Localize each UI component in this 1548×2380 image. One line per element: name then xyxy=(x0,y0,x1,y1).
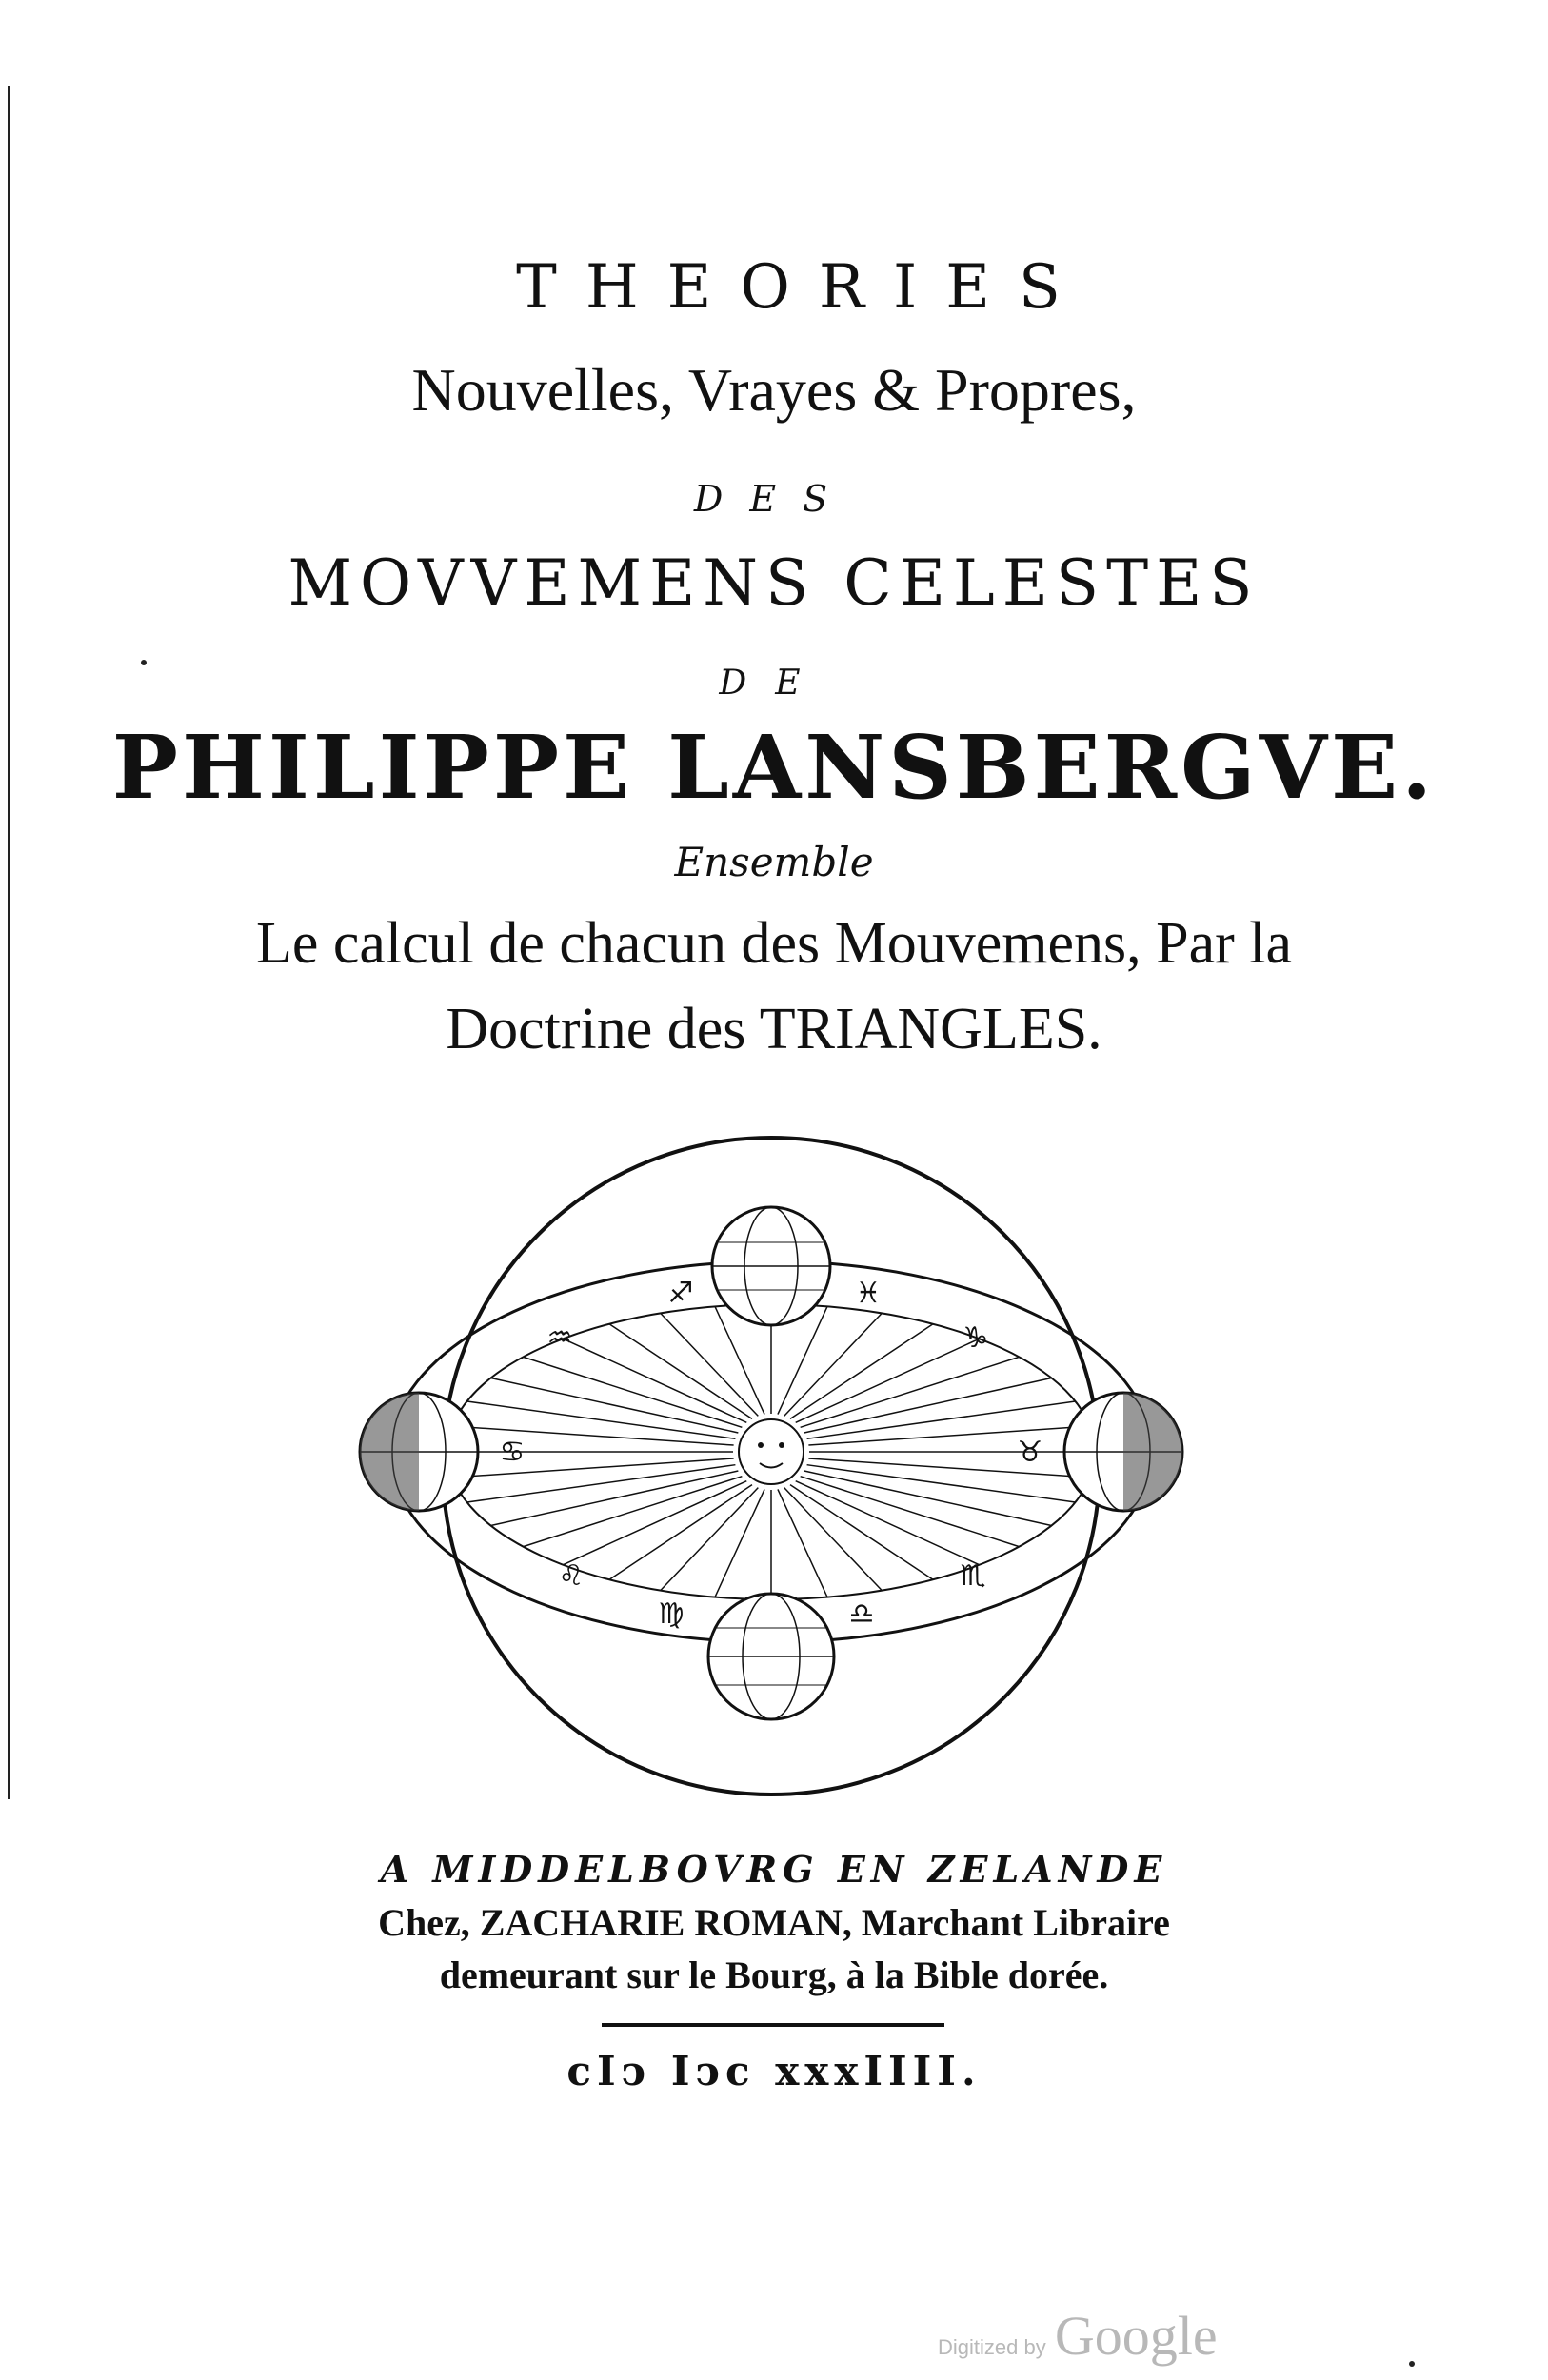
sun-ray-line xyxy=(609,1324,752,1419)
imprint-place: A MIDDELBOVRG EN ZELANDE xyxy=(380,1848,1168,1891)
sun-ray-line xyxy=(452,1458,733,1478)
sun-ray-line xyxy=(784,1488,883,1591)
title-line-theories: THEORIES xyxy=(516,252,1089,323)
sun-ray-line xyxy=(452,1426,733,1445)
sun-ray-line xyxy=(796,1481,980,1565)
sun-eye-left xyxy=(758,1442,764,1448)
ink-speck xyxy=(141,660,147,665)
title-line-mouvemens: MOVVEMENS CELESTES xyxy=(288,546,1260,620)
digitized-watermark xyxy=(938,2304,1218,2368)
sun-icon xyxy=(739,1419,804,1484)
globe-icon-right xyxy=(1064,1393,1182,1511)
sun-ray-line xyxy=(807,1401,1076,1438)
sun-ray-line xyxy=(563,1339,746,1422)
title-line-doctrine: Doctrine des TRIANGLES. xyxy=(446,997,1102,1061)
sun-ray-line xyxy=(808,1458,1089,1478)
zodiac-sign-taurus: ♉ xyxy=(1017,1436,1043,1469)
sun-ray-line xyxy=(715,1489,764,1597)
divider-rule xyxy=(602,2023,944,2027)
zodiac-sign-cancer: ♋ xyxy=(499,1436,526,1469)
zodiac-sign-capricorn: ♑ xyxy=(963,1321,989,1355)
imprint-address: demeurant sur le Bourg, à la Bible dorée. xyxy=(439,1954,1109,1996)
sun-ray-line xyxy=(467,1465,736,1502)
sun-ray-line xyxy=(790,1485,933,1580)
imprint-date: cIↄ Iↄc xxxIIII. xyxy=(566,2048,982,2094)
zodiac-sign-virgo: ♍ xyxy=(658,1597,685,1631)
globe-icon-left xyxy=(360,1393,478,1511)
title-line-nouvelles: Nouvelles, Vrayes & Propres, xyxy=(411,356,1137,424)
sun-ray-line xyxy=(807,1465,1076,1502)
imprint-publisher: Chez, ZACHARIE ROMAN, Marchant Libraire xyxy=(378,1901,1170,1944)
sun-ray-line xyxy=(467,1401,736,1438)
sun-ray-line xyxy=(796,1339,980,1422)
zodiac-sign-aquarius: ♒ xyxy=(546,1321,573,1355)
zodiac-sign-sagittarius: ♐ xyxy=(667,1277,694,1310)
sun-ray-line xyxy=(808,1426,1089,1445)
title-line-des: DES xyxy=(693,478,855,520)
zodiac-sign-pisces: ♓ xyxy=(855,1277,882,1310)
title-line-de: DE xyxy=(719,664,829,703)
watermark-brand: Google xyxy=(1054,2305,1218,2367)
zodiac-sign-scorpio: ♏ xyxy=(960,1559,986,1593)
zodiac-sign-leo: ♌ xyxy=(558,1559,585,1593)
sun-ray-line xyxy=(784,1313,883,1416)
sun-ray-line xyxy=(563,1481,746,1565)
sun-eye-right xyxy=(779,1442,784,1448)
zodiac-sign-libra: ♎ xyxy=(848,1597,875,1631)
sun-ray-line xyxy=(609,1485,752,1580)
sun-ray-line xyxy=(661,1313,759,1416)
sun-ray-line xyxy=(661,1488,759,1591)
sun-ray-line xyxy=(778,1489,827,1597)
sun-ray-line xyxy=(790,1324,933,1419)
celestial-diagram xyxy=(352,1123,1190,1809)
globe-icon-top xyxy=(712,1207,830,1325)
ink-speck xyxy=(1409,2361,1415,2367)
globe-icon-bottom xyxy=(708,1594,834,1719)
title-line-calcul: Le calcul de chacun des Mouvemens, Par la xyxy=(255,911,1293,976)
watermark-prefix: Digitized by xyxy=(938,2335,1046,2359)
title-line-ensemble: Ensemble xyxy=(674,839,874,885)
author-name: PHILIPPE LANSBERGVE. xyxy=(111,716,1437,819)
